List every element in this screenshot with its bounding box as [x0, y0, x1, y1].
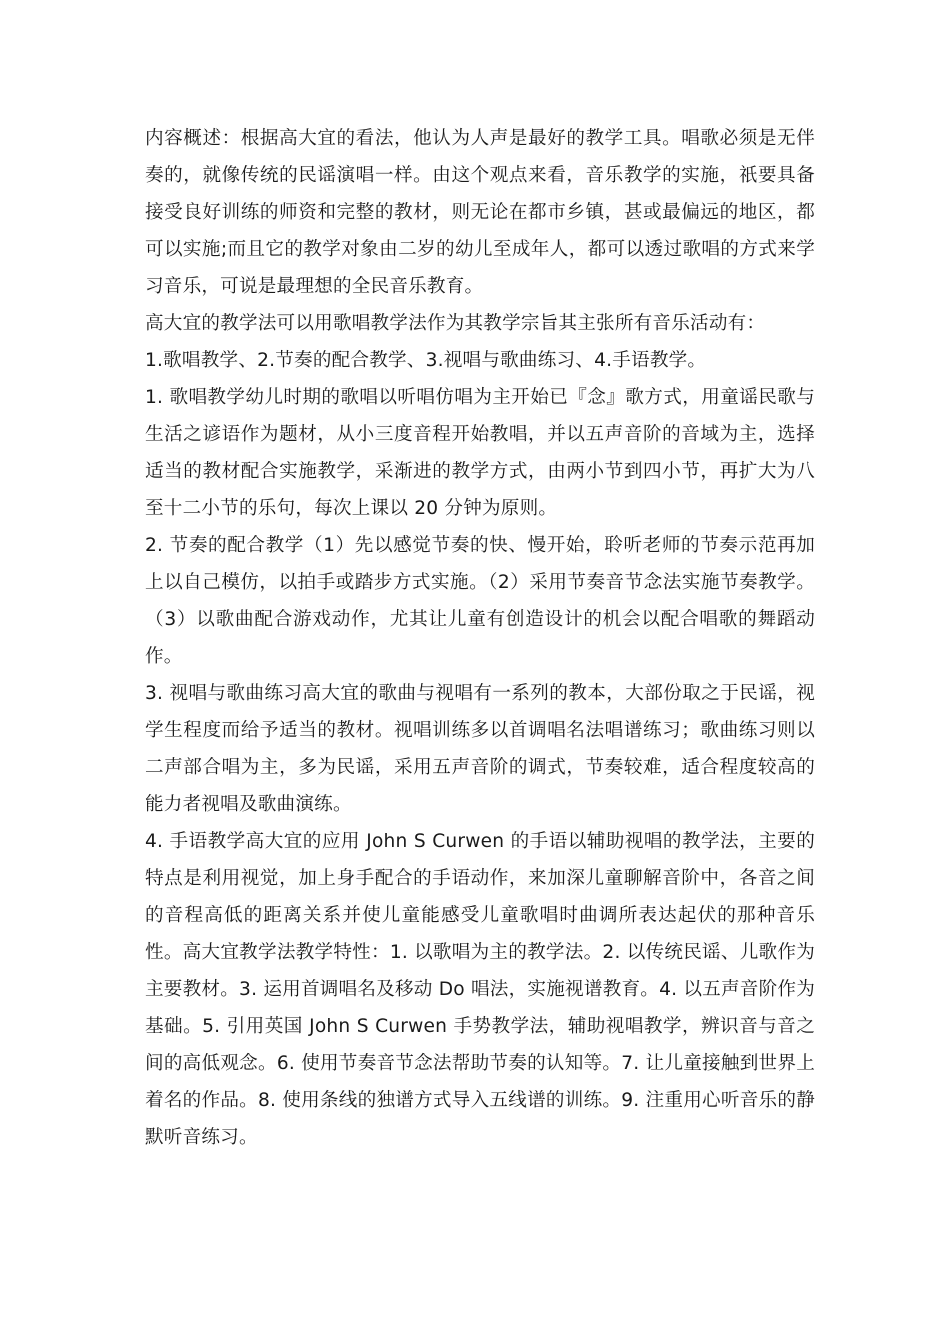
- paragraph-method-intro: 高大宜的教学法可以用歌唱教学法作为其教学宗旨其主张所有音乐活动有：: [145, 313, 766, 334]
- paragraph-rhythm-teaching: 2. 节奏的配合教学（1）先以感觉节奏的快、慢开始，聆听老师的节奏示范再加上以自己模仿，以拍手或踏步方式实施。（2）采用节奏音节念法实施节奏教学。（3）以歌曲配合游戏动作，尤其让儿童有创造设计的机会以配合唱歌的舞蹈动作。: [145, 535, 815, 667]
- paragraph-overview: 内容概述：根据高大宜的看法，他认为人声是最好的教学工具。唱歌必须是无伴奏的，就像传统的民谣演唱一样。由这个观点来看，音乐教学的实施，祇要具备接受良好训练的师资和完整的教材，则无论在都市乡镇，甚或最偏远的地区，都可以实施;而且它的教学对象由二岁的幼儿至成年人，都可以透过歌唱的方式来学习音乐，可说是最理想的全民音乐教育。: [145, 128, 815, 297]
- paragraph-singing-teaching: 1. 歌唱教学幼儿时期的歌唱以听唱仿唱为主开始已『念』歌方式，用童谣民歌与生活之谚语作为题材，从小三度音程开始教唱，并以五声音阶的音域为主，选择适当的教材配合实施教学，采渐进的教学方式，由两小节到四小节，再扩大为八至十二小节的乐句，每次上课以 20 分钟为原则。: [145, 387, 815, 519]
- paragraph-hand-signs: 4. 手语教学高大宜的应用 John S Curwen 的手语以辅助视唱的教学法，主要的特点是利用视觉，加上身手配合的手语动作，来加深儿童聊解音阶中，各音之间的音程高低的距离关系并使儿童能感受儿童歌唱时曲调所表达起伏的那种音乐性。高大宜教学法教学特性：1. 以歌唱为主的教学法。2. 以传统民谣、儿歌作为主要教材。3. 运用首调唱名及移动 Do 唱法，实施视谱教育。4. 以五声音阶作为基础。5. 引用英国 John S Curwen 手势教学法，辅助视唱教学，辨识音与音之间的高低观念。6. 使用节奏音节念法帮助节奏的认知等。7. 让儿童接触到世界上着名的作品。8. 使用条线的独谱方式导入五线谱的训练。9. 注重用心听音乐的静默听音练习。: [145, 831, 815, 1148]
- paragraph-activity-list: 1.歌唱教学、2.节奏的配合教学、3.视唱与歌曲练习、4.手语教学。: [145, 350, 707, 371]
- paragraph-sight-singing: 3. 视唱与歌曲练习高大宜的歌曲与视唱有一系列的教本，大部份取之于民谣，视学生程度而给予适当的教材。视唱训练多以首调唱名法唱谱练习；歌曲练习则以二声部合唱为主，多为民谣，采用五声音阶的调式，节奏较难，适合程度较高的能力者视唱及歌曲演练。: [145, 683, 815, 815]
- document-body: [145, 120, 815, 1156]
